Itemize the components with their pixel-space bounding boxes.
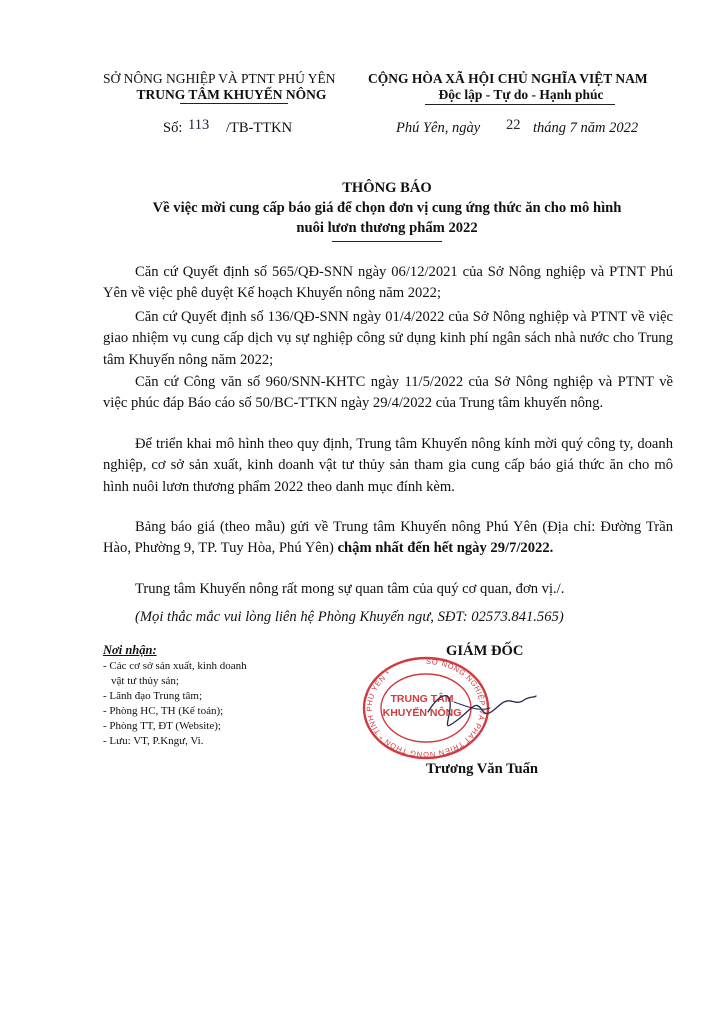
handwritten-signature <box>420 672 540 742</box>
deadline-text: Bảng báo giá (theo mẫu) gửi về Trung tâm Khuyến nông Phú Yên (Địa chỉ: Đường Trần Hào, Phường 9, TP. Tuy Hòa, Phú Yên) <box>103 519 673 557</box>
date-day: 22 <box>506 117 521 133</box>
stamp-center-line2: KHUYẾN NÔNG <box>382 707 462 719</box>
nation-title: CỘNG HÒA XÃ HỘI CHỦ NGHĨA VIỆT NAM <box>368 71 648 86</box>
stamp-center-line1: TRUNG TÂM <box>390 693 454 705</box>
doc-subtitle-line1: Về việc mời cung cấp báo giá để chọn đơn vị cung ứng thức ăn cho mô hình <box>152 200 622 216</box>
signer-position: GIÁM ĐỐC <box>446 643 524 659</box>
paragraph-legal-basis-2: Căn cứ Quyết định số 136/QĐ-SNN ngày 01/4/2022 của Sở Nông nghiệp và PTNT về việc giao nhiệm vụ cung cấp dịch vụ sự nghiệp công sử dụng kinh phí ngân sách nhà nước cho Trung tâm Khuyến nông năm 2022; <box>103 309 673 368</box>
doc-subtitle-line2: nuôi lươn thương phẩm 2022 <box>296 220 478 236</box>
deadline-date: chậm nhất đến hết ngày 29/7/2022. <box>337 540 554 557</box>
signer-name: Trương Văn Tuấn <box>426 761 539 777</box>
doc-number-prefix: Số: <box>163 120 183 136</box>
motto-underline <box>425 104 615 105</box>
recipient-item: vật tư thủy sản; <box>111 675 179 687</box>
paragraph-legal-basis-3: Căn cứ Công văn số 960/SNN-KHTC ngày 11/5/2022 của Sở Nông nghiệp và PTNT về việc phúc đáp Báo cáo số 50/BC-TTKN ngày 29/4/2022 của Trung tâm khuyến nông. <box>103 374 673 412</box>
nation-motto: Độc lập - Tự do - Hạnh phúc <box>438 87 604 102</box>
doc-title: THÔNG BÁO <box>342 180 432 196</box>
recipient-item: - Các cơ sở sản xuất, kinh doanh <box>103 660 247 672</box>
org-underline <box>180 103 288 104</box>
date-prefix: Phú Yên, ngày <box>396 120 481 136</box>
paragraph-deadline <box>103 517 673 560</box>
title-underline <box>332 241 442 242</box>
recipient-item: - Lãnh đạo Trung tâm; <box>103 690 202 702</box>
stamp-ring-text: SỞ NÔNG NGHIỆP VÀ PHÁT TRIỂN NÔNG THÔN * TỈNH PHÚ YÊN * <box>364 656 488 760</box>
paragraph-invitation: Để triển khai mô hình theo quy định, Trung tâm Khuyến nông kính mời quý công ty, doanh nghiệp, cơ sở sản xuất, kinh doanh vật tư thủy sản tham gia cung cấp báo giá thức ăn cho mô hình nuôi lươn thương phẩm 2022 theo danh mục đính kèm. <box>103 436 673 495</box>
org-name: TRUNG TÂM KHUYẾN NÔNG <box>136 87 327 102</box>
paragraph-contact: (Mọi thắc mắc vui lòng liên hệ Phòng Khuyến ngư, SĐT: 02573.841.565) <box>135 609 564 625</box>
recipients-title: Nơi nhận: <box>103 643 157 657</box>
paragraph-legal-basis-1: Căn cứ Quyết định số 565/QĐ-SNN ngày 06/12/2021 của Sở Nông nghiệp và PTNT Phú Yên về việc phê duyệt Kế hoạch Khuyến nông năm 2022; <box>103 264 673 302</box>
date-suffix: tháng 7 năm 2022 <box>533 120 639 136</box>
recipient-item: - Phòng HC, TH (Kế toán); <box>103 705 224 717</box>
doc-number-value: 113 <box>188 117 210 133</box>
recipient-item: - Phòng TT, ĐT (Website); <box>103 720 221 732</box>
org-parent: SỞ NÔNG NGHIỆP VÀ PTNT PHÚ YÊN <box>103 71 336 86</box>
doc-number-suffix: /TB-TTKN <box>226 120 293 136</box>
recipient-item: - Lưu: VT, P.Kngư, Vi. <box>103 735 204 747</box>
paragraph-closing: Trung tâm Khuyến nông rất mong sự quan tâm của quý cơ quan, đơn vị./. <box>135 581 565 597</box>
